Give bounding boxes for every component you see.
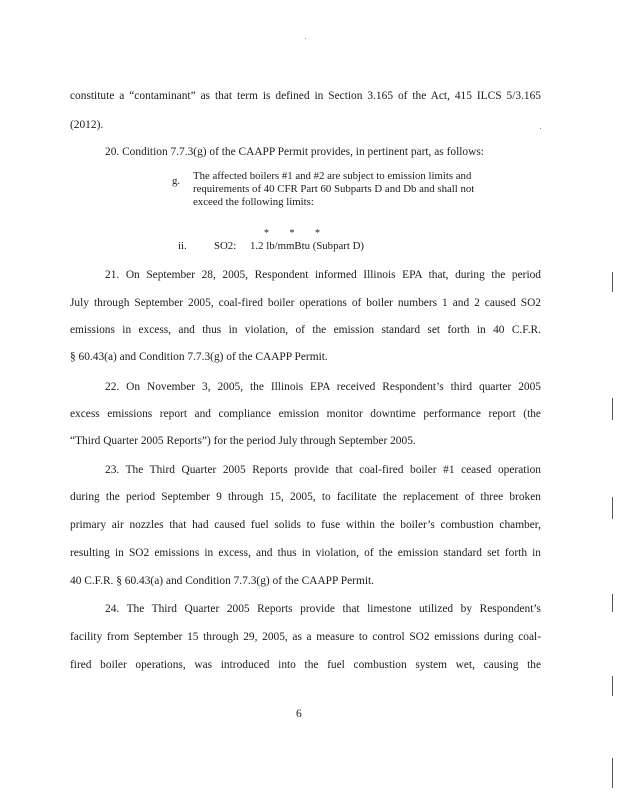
- text-line: emissions in excess, and thus in violation, of the emission standard set forth in 40 C.F.R.: [70, 324, 541, 336]
- sub-item-number: ii.: [178, 240, 187, 252]
- quote-line: requirements of 40 CFR Part 60 Subparts D and Db and shall not: [193, 183, 475, 195]
- text-line: July through September 2005, coal-fired boiler operations of boiler numbers 1 and 2 caused SO2: [70, 297, 541, 309]
- paragraph-23: 23. The Third Quarter 2005 Reports provide that coal-fired boiler #1 ceased operation: [105, 464, 541, 476]
- scan-speck: [305, 38, 306, 39]
- sub-item-limit: 1.2 lb/mmBtu (Subpart D): [250, 240, 364, 252]
- scan-artifact: [612, 758, 613, 788]
- paragraph-20: 20. Condition 7.7.3(g) of the CAAPP Permit provides, in pertinent part, as follows:: [105, 146, 484, 158]
- sub-item-pollutant: SO2:: [214, 240, 237, 252]
- paragraph-24: 24. The Third Quarter 2005 Reports provide that limestone utilized by Respondent’s: [105, 603, 541, 615]
- text-line: resulting in SO2 emissions in excess, and thus in violation, of the emission standard set forth in: [70, 547, 541, 559]
- text-line: § 60.43(a) and Condition 7.7.3(g) of the CAAPP Permit.: [70, 351, 328, 363]
- page-number: 6: [296, 708, 302, 720]
- text-line: primary air nozzles that had caused fuel solids to fuse within the boiler’s combustion chamber,: [70, 519, 541, 531]
- text-line: “Third Quarter 2005 Reports”) for the period July through September 2005.: [70, 435, 416, 447]
- text-line: constitute a “contaminant” as that term is defined in Section 3.165 of the Act, 415 ILCS 5/3.165: [70, 90, 541, 102]
- ellipsis-stars: * * *: [264, 228, 329, 239]
- scan-speck: [540, 128, 541, 129]
- text-line: (2012).: [70, 119, 104, 131]
- text-line: 40 C.F.R. § 60.43(a) and Condition 7.7.3(g) of the CAAPP Permit.: [70, 575, 374, 587]
- quote-letter: g.: [172, 175, 181, 187]
- scan-artifact: [612, 398, 613, 420]
- text-line: facility from September 15 through 29, 2005, as a measure to control SO2 emissions during coal-: [70, 631, 541, 643]
- text-line: fired boiler operations, was introduced into the fuel combustion system wet, causing the: [70, 659, 541, 671]
- scan-artifact: [612, 272, 613, 292]
- scan-artifact: [612, 594, 613, 612]
- scan-artifact: [612, 676, 613, 696]
- text-line: excess emissions report and compliance emission monitor downtime performance report (the: [70, 408, 541, 420]
- paragraph-21: 21. On September 28, 2005, Respondent informed Illinois EPA that, during the period: [105, 269, 541, 281]
- text-line: during the period September 9 through 15, 2005, to facilitate the replacement of three broken: [70, 491, 541, 503]
- paragraph-22: 22. On November 3, 2005, the Illinois EPA received Respondent’s third quarter 2005: [105, 381, 541, 393]
- scan-artifact: [612, 497, 613, 519]
- quote-line: exceed the following limits:: [193, 196, 314, 208]
- quote-line: The affected boilers #1 and #2 are subject to emission limits and: [193, 170, 472, 182]
